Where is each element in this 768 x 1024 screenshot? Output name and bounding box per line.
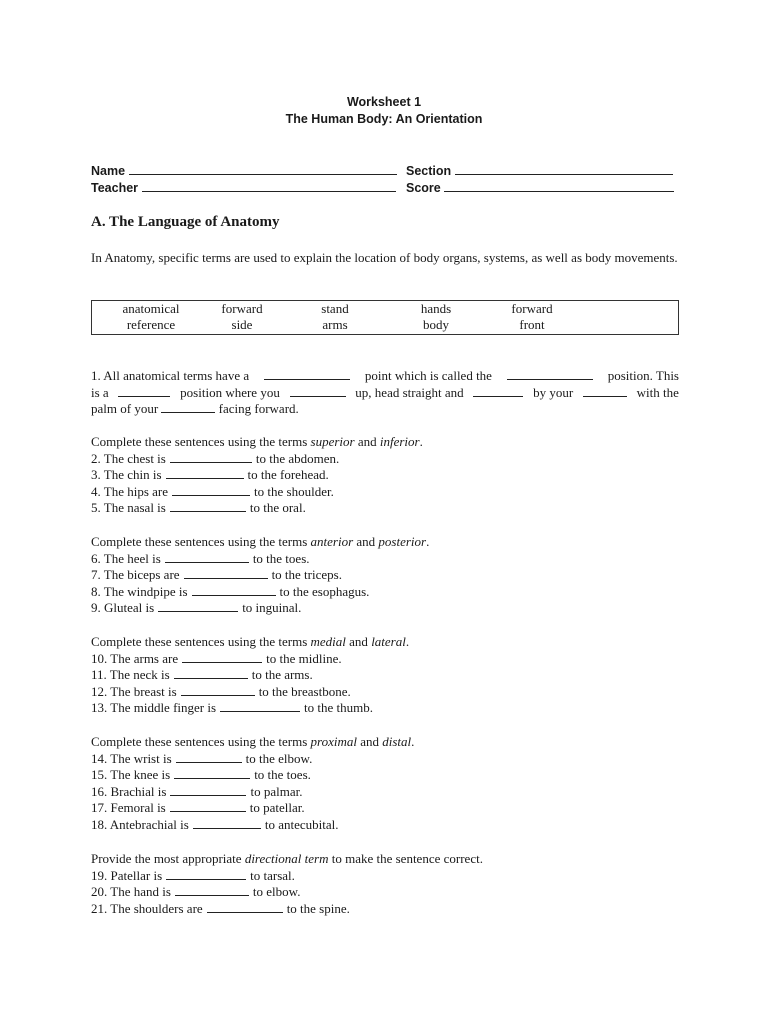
instruction-term: anterior — [310, 534, 354, 549]
question-item — [91, 767, 311, 784]
question-item — [91, 784, 302, 801]
question-text: to antecubital. — [264, 817, 339, 832]
answer-blank[interactable] — [181, 684, 255, 696]
name-line[interactable] — [129, 163, 397, 175]
instruction-text: . — [405, 634, 410, 649]
answer-blank[interactable] — [507, 368, 593, 380]
answer-blank[interactable] — [192, 584, 276, 596]
group-instruction — [91, 534, 429, 551]
answer-blank[interactable] — [264, 368, 350, 380]
answer-blank[interactable] — [176, 751, 242, 763]
question-text: to palmar. — [250, 783, 303, 799]
question-text: 5. The nasal is — [91, 500, 166, 516]
term-box — [91, 300, 679, 335]
question-item — [91, 600, 301, 617]
term-line: forward — [511, 301, 553, 316]
q1-text: up, head straight and — [355, 384, 464, 400]
instruction-text: Provide the most appropriate — [91, 851, 245, 866]
question-1-line-1 — [91, 368, 679, 385]
instruction-text: . — [426, 534, 430, 549]
question-text: 2. The chest is — [91, 450, 166, 466]
question-text: 3. The chin is — [91, 467, 162, 483]
instruction-text: Complete these sentences using the terms — [91, 534, 311, 549]
instruction-text: to make the sentence correct. — [328, 851, 483, 866]
section-a-intro: In Anatomy, specific terms are used to explain the location of body organs, systems, as well as body movements. — [91, 250, 678, 265]
answer-blank[interactable] — [166, 467, 244, 479]
term-anatomical-reference — [114, 301, 188, 333]
instruction-term: lateral — [371, 634, 406, 649]
question-text: 17. Femoral is — [91, 800, 166, 816]
question-1 — [91, 368, 679, 418]
question-item — [91, 567, 342, 584]
instruction-text: Complete these sentences using the terms — [91, 734, 311, 749]
question-text: 6. The heel is — [91, 550, 161, 566]
worksheet-subtitle: The Human Body: An Orientation — [285, 112, 483, 126]
question-text: to inguinal. — [242, 600, 302, 616]
term-line: reference — [126, 317, 176, 332]
question-item — [91, 901, 350, 918]
question-1-line-2 — [91, 385, 679, 402]
answer-blank[interactable] — [290, 385, 346, 397]
teacher-field — [91, 180, 396, 197]
question-text: to the toes. — [254, 767, 311, 783]
instruction-text: Complete these sentences using the terms — [91, 434, 311, 449]
question-text: 14. The wrist is — [91, 750, 172, 766]
term-line: front — [519, 317, 545, 332]
instruction-text: . — [411, 734, 415, 749]
question-text: 8. The windpipe is — [91, 583, 188, 599]
question-item — [91, 584, 369, 601]
instruction-text: and — [356, 734, 383, 749]
instruction-term: inferior — [379, 434, 420, 449]
term-line: forward — [221, 301, 263, 316]
group-instruction — [91, 851, 483, 868]
answer-blank[interactable] — [182, 651, 262, 663]
question-item — [91, 484, 334, 501]
question-item — [91, 467, 329, 484]
section-label: Section — [406, 164, 452, 178]
question-text: to the breastbone. — [258, 683, 351, 699]
q1-text: position. This — [607, 368, 679, 383]
group-instruction — [91, 434, 423, 451]
term-line: body — [423, 317, 449, 332]
answer-blank[interactable] — [583, 385, 627, 397]
term-line: hands — [420, 301, 452, 316]
question-text: 11. The neck is — [91, 667, 170, 683]
instruction-term: posterior — [378, 534, 427, 549]
question-item — [91, 551, 310, 568]
question-text: 19. Patellar is — [91, 867, 163, 883]
answer-blank[interactable] — [473, 385, 523, 397]
score-field — [406, 180, 674, 197]
question-text: to the spine. — [286, 900, 350, 916]
score-label: Score — [406, 181, 441, 195]
question-text: to the oral. — [249, 500, 306, 516]
instruction-term: directional term — [244, 851, 329, 866]
question-item — [91, 651, 342, 668]
q1-text: with the — [636, 384, 679, 400]
answer-blank[interactable] — [174, 767, 250, 779]
answer-blank[interactable] — [170, 784, 246, 796]
question-text: to the toes. — [252, 550, 310, 566]
answer-blank[interactable] — [172, 484, 250, 496]
q1-text: position where you — [180, 384, 280, 400]
teacher-label: Teacher — [91, 181, 139, 195]
answer-blank[interactable] — [220, 700, 300, 712]
q1-text: point which is called the — [364, 368, 492, 383]
term-line: side — [231, 317, 253, 332]
answer-blank[interactable] — [118, 385, 170, 397]
question-text: to the elbow. — [245, 750, 313, 766]
q1-text: palm of your — [91, 401, 159, 417]
term-line: anatomical — [122, 301, 180, 316]
question-1-line-3 — [91, 401, 679, 418]
instruction-term: proximal — [310, 734, 357, 749]
instruction-term: medial — [310, 634, 346, 649]
question-text: 13. The middle finger is — [91, 700, 217, 716]
question-item — [91, 868, 295, 885]
question-text: to the shoulder. — [254, 483, 334, 499]
question-text: to the abdomen. — [255, 450, 340, 466]
question-text: to patellar. — [249, 800, 305, 816]
term-line: stand — [321, 301, 349, 316]
question-text: 20. The hand is — [91, 884, 171, 900]
question-text: 21. The shoulders are — [91, 900, 203, 916]
term-forward-side — [210, 301, 274, 333]
score-line[interactable] — [444, 180, 674, 192]
term-stand-arms — [310, 301, 360, 333]
instruction-term: distal — [382, 734, 412, 749]
answer-blank[interactable] — [193, 817, 261, 829]
section-a-heading: A. The Language of Anatomy — [91, 214, 280, 230]
answer-blank[interactable] — [166, 868, 246, 880]
question-text: to the forehead. — [247, 467, 329, 483]
question-text: 15. The knee is — [91, 767, 171, 783]
name-field — [91, 163, 397, 180]
question-text: to the esophagus. — [279, 583, 370, 599]
term-line: arms — [322, 317, 348, 332]
q1-text: is a — [91, 384, 109, 400]
question-text: to the thumb. — [304, 700, 374, 716]
worksheet-title: Worksheet 1 — [346, 95, 422, 109]
question-text: to the midline. — [266, 650, 342, 666]
question-item — [91, 451, 339, 468]
term-forward-front — [502, 301, 562, 333]
q1-text: by your — [533, 384, 574, 400]
group-instruction — [91, 634, 409, 651]
question-text: to the arms. — [251, 667, 313, 683]
question-text: to tarsal. — [250, 867, 295, 883]
answer-blank[interactable] — [165, 551, 249, 563]
question-item — [91, 884, 300, 901]
question-text: 4. The hips are — [91, 483, 169, 499]
section-line[interactable] — [455, 163, 673, 175]
instruction-text: and — [353, 534, 379, 549]
answer-blank[interactable] — [170, 451, 252, 463]
question-text: 10. The arms are — [91, 650, 179, 666]
answer-blank[interactable] — [174, 667, 248, 679]
question-item — [91, 500, 306, 517]
answer-blank[interactable] — [161, 401, 215, 413]
question-text: 9. Gluteal is — [91, 600, 155, 616]
worksheet-header — [0, 94, 768, 128]
teacher-line[interactable] — [142, 180, 396, 192]
answer-blank[interactable] — [184, 567, 268, 579]
answer-blank[interactable] — [158, 600, 238, 612]
question-text: 12. The breast is — [91, 683, 177, 699]
q1-text: facing forward. — [218, 401, 299, 417]
question-text: 18. Antebrachial is — [91, 817, 189, 832]
instruction-text: and — [354, 434, 380, 449]
name-label: Name — [91, 164, 126, 178]
question-item — [91, 817, 338, 834]
question-text: to elbow. — [252, 884, 301, 900]
question-item — [91, 667, 313, 684]
instruction-text: and — [345, 634, 372, 649]
answer-blank[interactable] — [170, 800, 246, 812]
question-item — [91, 800, 305, 817]
answer-blank[interactable] — [170, 500, 246, 512]
group-instruction — [91, 734, 414, 751]
answer-blank[interactable] — [207, 901, 283, 913]
instruction-term: superior — [310, 434, 355, 449]
answer-blank[interactable] — [175, 884, 249, 896]
question-text: to the triceps. — [271, 567, 342, 583]
question-item — [91, 684, 351, 701]
question-text: 7. The biceps are — [91, 567, 180, 583]
instruction-text: . — [419, 434, 423, 449]
question-text: 16. Brachial is — [91, 783, 167, 799]
question-item — [91, 700, 373, 717]
q1-text: 1. All anatomical terms have a — [91, 368, 250, 383]
section-field — [406, 163, 673, 180]
instruction-text: Complete these sentences using the terms — [91, 634, 311, 649]
question-item — [91, 751, 312, 768]
term-hands-body — [410, 301, 462, 333]
